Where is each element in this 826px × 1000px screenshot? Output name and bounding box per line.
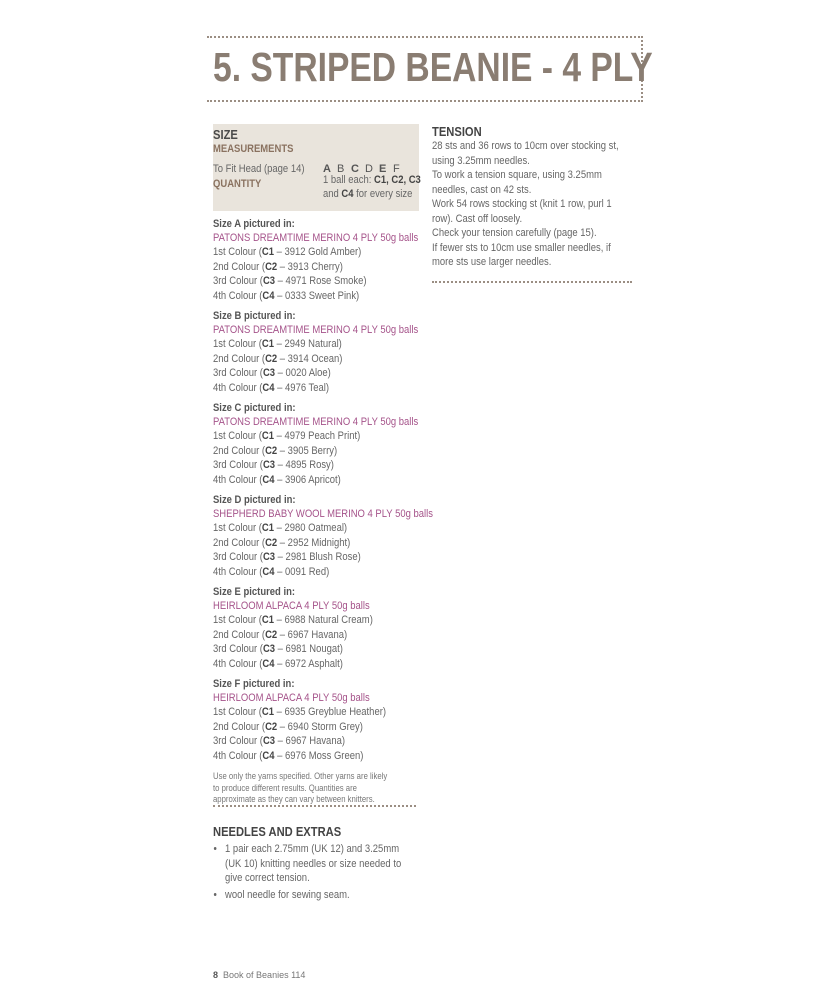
yarn-name: PATONS DREAMTIME MERINO 4 PLY 50g balls [213, 232, 419, 244]
size-heading: Size D pictured in: [213, 494, 296, 506]
tension-line: row). Cast off loosely. [432, 212, 523, 225]
list-item: • 1 pair each 2.75mm (UK 12) and 3.25mm (UK 10) knitting needles or size needed to give correct tension. [225, 842, 411, 886]
size-letter: C [351, 163, 359, 175]
colour-line: 1st Colour (C1 – 6988 Natural Cream) [213, 614, 373, 626]
tension-section [432, 124, 638, 270]
size-letter: E [379, 163, 387, 175]
size-block-a [213, 217, 419, 303]
yarn-note: Use only the yarns specified. Other yarns are likely to produce different results. Quantities are approximate as they can vary between knitters. [213, 771, 388, 804]
tension-line: If fewer sts to 10cm use smaller needles, if [432, 241, 611, 254]
size-letter: B [337, 163, 345, 175]
colour-line: 2nd Colour (C2 – 3905 Berry) [213, 444, 338, 457]
list-item: • wool needle for sewing seam. [225, 888, 411, 903]
tension-line: 28 sts and 36 rows to 10cm over stocking st, [432, 140, 619, 152]
size-letter: D [365, 163, 373, 175]
tension-line: Work 54 rows stocking st (knit 1 row, purl 1 [432, 198, 612, 210]
colour-line: 4th Colour (C4 – 6972 Asphalt) [213, 657, 343, 670]
colour-line: 2nd Colour (C2 – 6967 Havana) [213, 628, 348, 641]
tension-line: needles, cast on 42 sts. [432, 183, 532, 196]
size-heading: Size E pictured in: [213, 586, 296, 598]
tension-line: using 3.25mm needles. [432, 154, 530, 167]
colour-line: 3rd Colour (C3 – 2981 Blush Rose) [213, 551, 361, 563]
colour-line: 3rd Colour (C3 – 4971 Rose Smoke) [213, 275, 367, 287]
needles-section [213, 824, 411, 904]
size-letter: A [323, 163, 331, 175]
title-frame [207, 36, 653, 102]
quantity-line2-pre: and [323, 188, 342, 200]
size-block-f [213, 677, 419, 763]
yarn-name: SHEPHERD BABY WOOL MERINO 4 PLY 50g balls [213, 508, 433, 520]
colour-line: 2nd Colour (C2 – 6940 Storm Grey) [213, 720, 363, 733]
divider [213, 805, 416, 807]
size-block-e [213, 585, 419, 671]
size-heading: SIZE [213, 127, 238, 142]
page-title: 5. STRIPED BEANIE - 4 PLY [213, 44, 653, 90]
quantity-line2-bold: C4 [341, 188, 354, 200]
tension-line: Check your tension carefully (page 15). [432, 227, 597, 239]
quantity-label: QUANTITY [213, 178, 262, 190]
size-block-b [213, 309, 419, 395]
quantity-line1-bold: C1, C2, C3 [374, 174, 421, 186]
colour-line: 2nd Colour (C2 – 3914 Ocean) [213, 352, 343, 365]
colour-line: 1st Colour (C1 – 2980 Oatmeal) [213, 522, 348, 534]
needles-list [213, 842, 411, 902]
colour-line: 3rd Colour (C3 – 6981 Nougat) [213, 643, 343, 655]
colour-line: 3rd Colour (C3 – 4895 Rosy) [213, 459, 334, 471]
colour-line: 1st Colour (C1 – 4979 Peach Print) [213, 430, 361, 442]
size-box [213, 124, 419, 211]
colour-line: 4th Colour (C4 – 4976 Teal) [213, 381, 330, 394]
quantity-line1-pre: 1 ball each: [323, 174, 375, 186]
size-heading: Size C pictured in: [213, 402, 296, 414]
measurements-label: MEASUREMENTS [213, 143, 294, 155]
colour-line: 3rd Colour (C3 – 6967 Havana) [213, 735, 345, 747]
colour-line: 2nd Colour (C2 – 2952 Midnight) [213, 536, 351, 549]
yarn-name: HEIRLOOM ALPACA 4 PLY 50g balls [213, 692, 370, 704]
size-block-c [213, 401, 419, 487]
colour-line: 2nd Colour (C2 – 3913 Cherry) [213, 260, 343, 273]
page-footer [213, 970, 305, 980]
colour-line: 4th Colour (C4 – 0333 Sweet Pink) [213, 289, 360, 302]
colour-line: 1st Colour (C1 – 6935 Greyblue Heather) [213, 706, 387, 718]
yarn-name: PATONS DREAMTIME MERINO 4 PLY 50g balls [213, 416, 419, 428]
fit-head-label: To Fit Head (page 14) [213, 163, 305, 175]
colour-line: 4th Colour (C4 – 0091 Red) [213, 565, 330, 578]
tension-line: To work a tension square, using 3.25mm [432, 169, 602, 181]
size-heading: Size F pictured in: [213, 678, 295, 690]
colour-line: 4th Colour (C4 – 3906 Apricot) [213, 473, 341, 486]
book-title: Book of Beanies 114 [223, 970, 306, 980]
colour-line: 1st Colour (C1 – 3912 Gold Amber) [213, 246, 362, 258]
divider [432, 281, 632, 283]
yarn-name: HEIRLOOM ALPACA 4 PLY 50g balls [213, 600, 370, 612]
size-heading: Size B pictured in: [213, 310, 296, 322]
colour-line: 4th Colour (C4 – 6976 Moss Green) [213, 749, 364, 762]
size-block-d [213, 493, 433, 579]
tension-heading: TENSION [432, 124, 482, 139]
tension-line: more sts use larger needles. [432, 256, 552, 268]
yarn-name: PATONS DREAMTIME MERINO 4 PLY 50g balls [213, 324, 419, 336]
size-letter: F [393, 163, 400, 175]
colour-line: 3rd Colour (C3 – 0020 Aloe) [213, 367, 331, 379]
colour-line: 1st Colour (C1 – 2949 Natural) [213, 338, 342, 350]
quantity-line2-post: for every size [353, 188, 413, 200]
left-column [213, 124, 433, 806]
size-list [213, 217, 433, 806]
needles-heading: NEEDLES AND EXTRAS [213, 824, 342, 839]
size-heading: Size A pictured in: [213, 218, 295, 230]
page-number: 8 [213, 970, 219, 980]
